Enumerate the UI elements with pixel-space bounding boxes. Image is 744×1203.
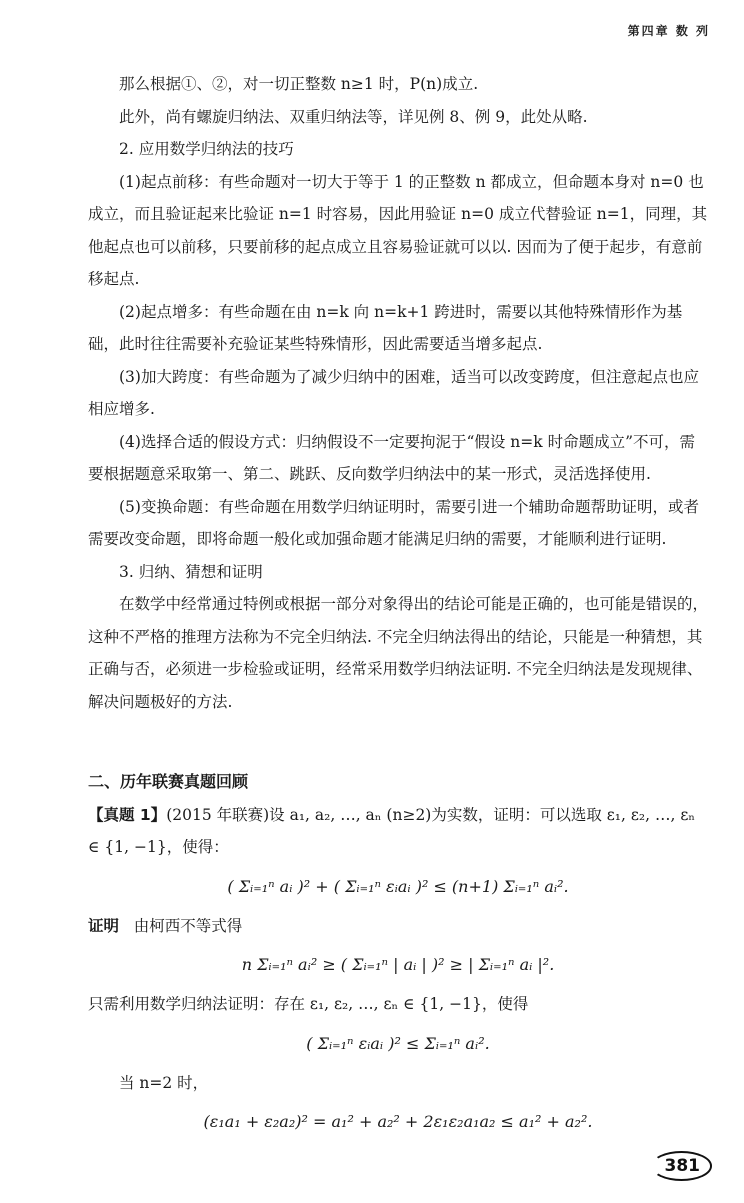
section-title: 二、历年联赛真题回顾 <box>88 772 249 791</box>
paragraph: (1)起点前移：有些命题对一切大于等于 1 的正整数 n 都成立，但命题本身对 n=0 也成立，而且验证起来比验证 n=1 时容易，因此用验证 n=0 成立代替验证 n=1，同理，其他起点也可以前移，只要前移的起点成立且容易验证就可以以. 因而为了便于起步，有意前移起点. <box>88 172 708 288</box>
proof-label: 证明 <box>88 916 120 935</box>
equation: ( Σᵢ₌₁ⁿ aᵢ )² + ( Σᵢ₌₁ⁿ εᵢaᵢ )² ≤ (n+1) Σᵢ₌₁ⁿ aᵢ². <box>227 876 569 896</box>
subsection-title: 3. 归纳、猜想和证明 <box>119 562 263 581</box>
equation: n Σᵢ₌₁ⁿ aᵢ² ≥ ( Σᵢ₌₁ⁿ | aᵢ | )² ≥ | Σᵢ₌₁ⁿ aᵢ |². <box>241 955 555 974</box>
paragraph: 当 n=2 时， <box>119 1073 209 1092</box>
equation: (ε₁a₁ + ε₂a₂)² = a₁² + a₂² + 2ε₁ε₂a₁a₂ ≤ a₁² + a₂². <box>203 1112 593 1131</box>
chapter-header: 第四章 数 列 <box>627 24 710 38</box>
problem-text: (2015 年联赛)设 a₁, a₂, …, aₙ (n≥2)为实数，证明：可以选取 ε₁, ε₂, …, εₙ ∈ {1, −1}，使得： <box>88 805 696 856</box>
equation: ( Σᵢ₌₁ⁿ εᵢaᵢ )² ≤ Σᵢ₌₁ⁿ aᵢ². <box>306 1033 490 1053</box>
spacer <box>88 718 708 764</box>
page-content <box>88 68 708 1145</box>
paragraph: 只需利用数学归纳法证明：存在 ε₁, ε₂, …, εₙ ∈ {1, −1}，使得 <box>88 995 529 1013</box>
proof-text: 由柯西不等式得 <box>133 916 243 935</box>
paragraph: (5)变换命题：有些命题在用数学归纳证明时，需要引进一个辅助命题帮助证明，或者需要改变命题，即将命题一般化或加强命题才能满足归纳的需要，才能顺利进行证明. <box>88 497 699 548</box>
paragraph: 在数学中经常通过特例或根据一部分对象得出的结论可能是正确的，也可能是错误的，这种不严格的推理方法称为不完全归纳法. 不完全归纳法得出的结论，只能是一种猜想，其正确与否，必须进一步检验或证明，经常采用数学归纳法证明. 不完全归纳法是发现规律、解决问题极好的方法. <box>88 595 709 711</box>
paragraph: (3)加大跨度：有些命题为了减少归纳中的困难，适当可以改变跨度，但注意起点也应相应增多. <box>88 367 699 418</box>
paragraph: 那么根据①、②，对一切正整数 n≥1 时，P(n)成立. <box>119 75 479 93</box>
proof-line <box>88 910 708 943</box>
subsection-title: 2. 应用数学归纳法的技巧 <box>119 140 294 158</box>
paragraph: 此外，尚有螺旋归纳法、双重归纳法等，详见例 8、例 9，此处从略. <box>119 107 588 126</box>
page-number: 381 <box>651 1151 713 1181</box>
problem-label: 【真题 1】 <box>88 805 167 824</box>
paragraph: (4)选择合适的假设方式：归纳假设不一定要拘泥于“假设 n=k 时命题成立”不可，需要根据题意采取第一、第二、跳跃、反向数学归纳法中的某一形式，灵活选择使用. <box>88 432 696 483</box>
problem-statement <box>88 799 708 864</box>
paragraph: (2)起点增多：有些命题在由 n=k 向 n=k+1 跨进时，需要以其他特殊情形作为基础，此时往往需要补充验证某些特殊情形，因此需要适当增多起点. <box>88 302 683 353</box>
